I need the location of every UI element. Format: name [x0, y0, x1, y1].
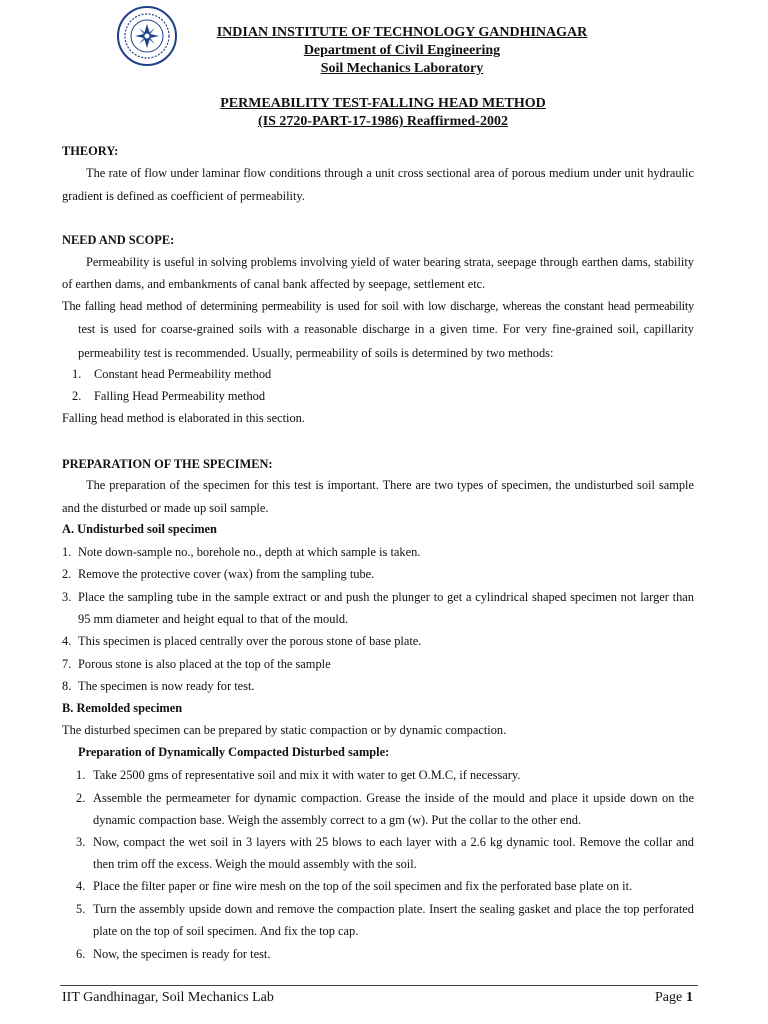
standard-reference: (IS 2720-PART-17-1986) Reaffirmed-2002: [258, 114, 508, 129]
method-number: 1.: [72, 367, 82, 381]
step-text: Take 2500 gms of representative soil and mix it with water to get O.M.C, if necessary.: [93, 768, 521, 782]
remolded-subheading: Preparation of Dynamically Compacted Disturbed sample:: [78, 745, 390, 759]
method-item: Falling Head Permeability method: [94, 389, 266, 403]
step-text: Porous stone is also placed at the top of the sample: [78, 657, 331, 671]
step-text: then trim off the excess. Weigh the mould assembly with the soil.: [93, 857, 417, 871]
department-name: Department of Civil Engineering: [303, 43, 501, 58]
step-number: 6.: [76, 947, 86, 961]
lab-name: Soil Mechanics Laboratory: [320, 61, 484, 76]
preparation-heading: PREPARATION OF THE SPECIMEN:: [62, 457, 273, 471]
footer-divider: [60, 985, 698, 986]
step-number: 3.: [62, 590, 72, 604]
step-text: dynamic compaction base. Weigh the assembly correct to a gm (w). Put the collar to the other end.: [93, 813, 582, 827]
step-text: plate on the top of soil specimen. And fix the top cap.: [93, 924, 359, 938]
step-text: This specimen is placed centrally over the porous stone of base plate.: [78, 634, 422, 648]
step-text: Remove the protective cover (wax) from the sampling tube.: [78, 567, 375, 581]
step-text: Place the sampling tube in the sample extract or and push the plunger to get a cylindrical shaped specimen not larger than: [78, 590, 694, 604]
step-number: 1.: [62, 545, 72, 559]
step-text: The specimen is now ready for test.: [78, 679, 255, 693]
step-text: Assemble the permeameter for dynamic compaction. Grease the inside of the mould and place it upside down on the: [93, 791, 694, 805]
need-scope-line: of earthen dams, and embankments of canal bank affected by seepage, settlement etc.: [62, 277, 486, 291]
step-number: 1.: [76, 768, 86, 782]
need-scope-line: test is used for coarse-grained soils with a reasonable discharge in a given time. For very fine-grained soil, capillarity: [78, 322, 694, 336]
preparation-line: The preparation of the specimen for this test is important. There are two types of specimen, the undisturbed soil sample: [86, 478, 694, 492]
remolded-heading: B. Remolded specimen: [62, 701, 183, 715]
step-number: 3.: [76, 835, 86, 849]
step-number: 2.: [76, 791, 86, 805]
theory-heading: THEORY:: [62, 144, 119, 158]
footer-page-number: 1: [686, 990, 693, 1005]
need-scope-heading: NEED AND SCOPE:: [62, 233, 175, 247]
step-number: 2.: [62, 567, 72, 581]
document-title: PERMEABILITY TEST-FALLING HEAD METHOD: [220, 96, 546, 111]
need-scope-closing: Falling head method is elaborated in this section.: [62, 411, 305, 425]
theory-line: gradient is defined as coefficient of permeability.: [62, 189, 305, 203]
step-number: 4.: [76, 879, 86, 893]
method-number: 2.: [72, 389, 82, 403]
step-text: Now, the specimen is ready for test.: [93, 947, 271, 961]
step-text: Note down-sample no., borehole no., depth at which sample is taken.: [78, 545, 421, 559]
theory-line: The rate of flow under laminar flow conditions through a unit cross sectional area of porous medium under unit hydraulic: [86, 166, 694, 180]
need-scope-line: Permeability is useful in solving problems involving yield of water bearing strata, seepage through earthen dams, stability: [86, 255, 694, 269]
footer-lab-name: IIT Gandhinagar, Soil Mechanics Lab: [62, 990, 274, 1005]
method-item: Constant head Permeability method: [94, 367, 272, 381]
step-text: Turn the assembly upside down and remove the compaction plate. Insert the sealing gasket and place the top perforated: [93, 902, 694, 916]
need-scope-line: The falling head method of determining permeability is used for soil with low discharge, whereas the constant head permeability: [62, 299, 694, 313]
preparation-line: and the disturbed or made up soil sample.: [62, 501, 269, 515]
step-number: 5.: [76, 902, 86, 916]
step-text: Now, compact the wet soil in 3 layers with 25 blows to each layer with a 2.6 kg dynamic tool. Remove the collar and: [93, 835, 694, 849]
need-scope-line: permeability test is recommended. Usually, permeability of soils is determined by two methods:: [78, 346, 554, 360]
undisturbed-heading: A. Undisturbed soil specimen: [62, 522, 217, 536]
step-number: 7.: [62, 657, 72, 671]
step-number: 4.: [62, 634, 72, 648]
institute-name: INDIAN INSTITUTE OF TECHNOLOGY GANDHINAGAR: [216, 25, 588, 40]
step-number: 8.: [62, 679, 72, 693]
step-text: 95 mm diameter and height equal to that of the mould.: [78, 612, 349, 626]
footer-page-label: Page: [655, 990, 683, 1005]
remolded-intro: The disturbed specimen can be prepared by static compaction or by dynamic compaction.: [62, 723, 507, 737]
step-text: Place the filter paper or fine wire mesh on the top of the soil specimen and fix the perforated base plate on it.: [93, 879, 633, 893]
